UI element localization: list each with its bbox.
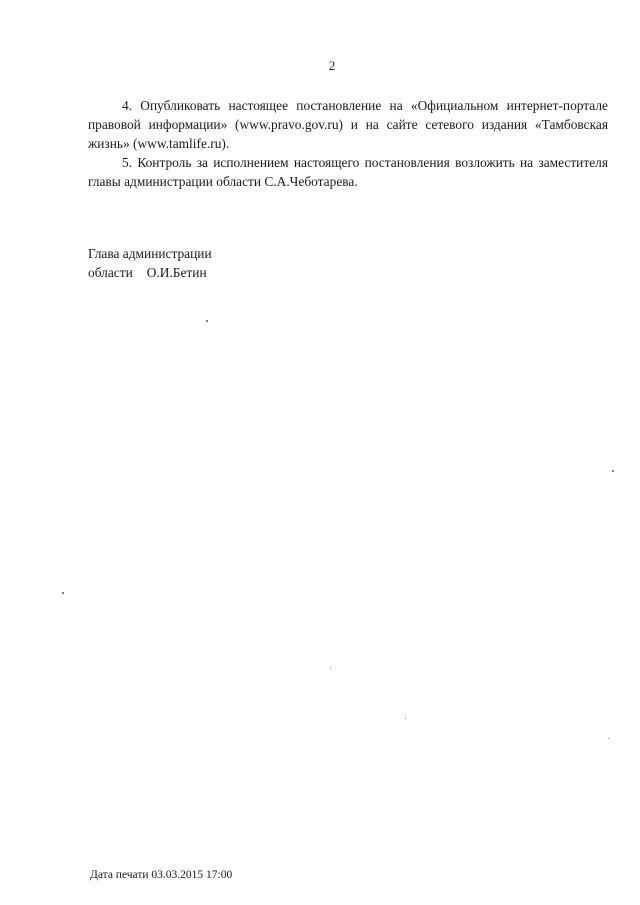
scan-speck	[330, 668, 331, 669]
print-date: Дата печати 03.03.2015 17:00	[90, 869, 233, 881]
signature-title-region: области	[88, 265, 133, 280]
scan-speck	[206, 320, 208, 322]
signature-title-line1: Глава администрации	[88, 246, 212, 261]
document-body	[88, 96, 608, 191]
signature-title-line2	[88, 263, 212, 282]
paragraph-control: 5. Контроль за исполнением настоящего постановления возложить на заместителя главы администрации области С.А.Чеботарева.	[88, 155, 608, 189]
scan-speck	[612, 470, 614, 472]
scan-speck	[62, 592, 64, 594]
scan-speck	[608, 738, 609, 739]
paragraph-publish: 4. Опубликовать настоящее постановление на «Официальном интернет-портале правовой информации» (www.pravo.gov.ru) и на сайте сетевого издания «Тамбовская жизнь» (www.tamlife.ru).	[88, 98, 608, 151]
signature-block	[88, 244, 212, 282]
scan-speck	[405, 718, 406, 719]
signatory-name: О.И.Бетин	[146, 265, 207, 280]
page-number: 2	[328, 58, 336, 73]
